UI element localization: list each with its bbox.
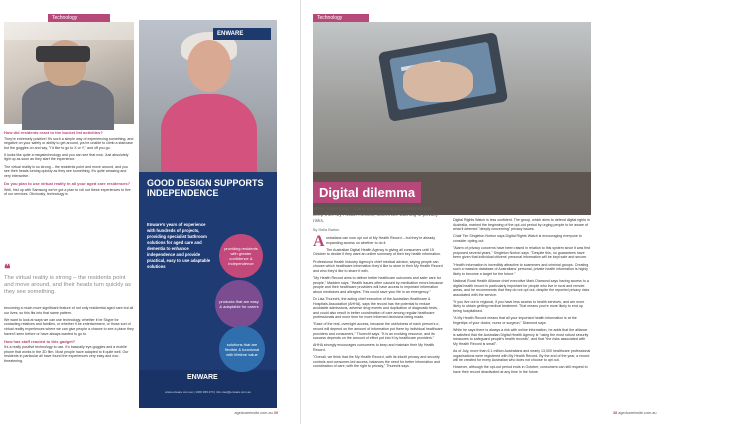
paragraph: It's a really positive technology to use. It's basically eye-goggles and a mobile phone that works in the 3D film. Most people have adapted to it quite well. Our residents in particular all have found the experiences very easy and non-threatening.	[4, 345, 129, 364]
paragraph: While he says there is always a risk with online information, he adds that the alliance is satisfied that the Australian Digital Health Agency is "using the most robust security measures to safeguard people's health records", and that "the risks associated with My Health Record is small".	[453, 328, 589, 346]
question-heading: How did residents react to the bucket list activities?	[4, 130, 103, 135]
section-tab: Technology	[313, 14, 369, 23]
footer-url: agedcareinsite.com.au	[618, 411, 657, 415]
question-heading: How has staff reacted to this gadget?	[4, 338, 76, 344]
article-column	[4, 128, 134, 199]
drop-cap: A	[313, 233, 325, 250]
paragraph: The virtual reality is so strong – the residents point and move around, and you see their heads turning quickly as they see something. It's quite amazing and very interactive.	[4, 164, 128, 178]
paragraph: National Rural Health Alliance chief executive Mark Diamond says having access to a digital health record is particularly important for people who live in rural and remote areas, and he recommends that they do not opt out, despite the reported privacy risks associated with the service.	[453, 278, 590, 297]
paragraph: "If you live out in regional, if you have less access to health services, and are more likely to obtain getting medical treatment. That means you're more likely to end up being hospitalised.	[453, 299, 585, 314]
pull-quote-text: The virtual reality is strong – the residents point and move around, and their heads turn quickly as they see something.	[4, 275, 131, 295]
paragraph: Dr Lisa Thurecht, the acting chief executive of the Australian Healthcare & Hospitals Association (AHHA), says the record has the potential to reduce avoidable admissions, adverse drug events and duplication of diagnostic tests, and could also result in better coordination of care among regular healthcare professionals and more time for more informed decisions being made.	[313, 296, 438, 320]
article-title: Digital dilemma	[313, 182, 421, 203]
page-footer	[150, 411, 278, 415]
page-number: 39	[273, 411, 278, 415]
ad-contact-line[interactable]: www.enware.com.au | 1300 369 273 | info-nsw@enware.com.au	[165, 390, 251, 394]
question-heading: Do you plan to use virtual reality in all your aged care residences?	[4, 181, 131, 187]
paragraph: "A My Health Record means that all your important health information is at the fingertips of your doctor, nurse or surgeon," Diamond says.	[453, 316, 577, 325]
ad-photo	[139, 20, 277, 172]
pull-quote	[4, 262, 134, 296]
byline: By Della Barton	[313, 228, 340, 232]
ad-bubble: providing residents with greater confidence & independence	[219, 234, 263, 278]
article-column	[4, 306, 134, 366]
paragraph: It looks like quite a megatechnology and you can see that now. Just absolutely light up as soon as they start the experience.	[4, 152, 129, 162]
paragraph: Professional Health Industry Agency's chief medical advisor, saying people can choose which healthcare information they'd like to store in their My Health Record and who they'd like to share it with.	[313, 259, 443, 273]
article-column	[453, 218, 591, 377]
paragraph: We want to look at ways we can use technology, whether it be Skype for contacting relatives and families, or whether it be entertainment, or those sort of virtual reality experiences where we can give people a chance to see a place they haven't seen before or have always wanted to go to.	[4, 317, 134, 336]
ad-bubble: products that are easy & adaptable for carers	[215, 280, 263, 328]
paragraph: "Overall, we think that the My Health Record, with its inbuilt privacy and security controls and consumer-led access, balances the need for better information and coordination of care, with the right to privacy," Thurecht says.	[313, 355, 441, 369]
page-footer	[613, 411, 743, 415]
paragraph: Chair Tim Singleton Norton says Digital Rights Watch is encouraging everyone to consider opting out.	[453, 234, 582, 243]
article-column	[313, 233, 444, 372]
paragraph: The Australian Digital Health Agency is giving all consumers until 15 October to decide if they want an online summary of their key health information.	[313, 247, 442, 257]
paragraph: "Health information is incredibly attractive to scammers and criminal groups. Creating such a massive database of Australians' personal, private health information is highly likely to become a target for the future."	[453, 262, 589, 276]
left-page	[0, 0, 300, 424]
ad-footer-logo: ENWARE	[187, 374, 218, 381]
paragraph: "My Health Record aims to deliver better healthcare outcomes and safer care for people," Madden says. "Health issues often caused by medication errors because people and their healthcare providers will have access to important information about medicines and allergies. This could save your life in an emergency."	[313, 275, 444, 294]
section-tab: Technology	[48, 14, 110, 23]
ad-headline: GOOD DESIGN SUPPORTS INDEPENDENCE	[147, 178, 264, 198]
paragraph: However, although the opt-out period ends in October, consumers can still request to have their record deactivated at any time in the future.	[453, 365, 588, 374]
paragraph: They're extremely positive! It's such a simple way of experiencing something, and negative on your safety or ability to get around, you're unable to climb a staircase but the goggles on and say, "I'd like to go to X or Y," and off you go.	[4, 136, 134, 150]
paragraph: Well, first up with Samsung we've got a plan to roll out these experiences to five of our services. Obviously, technology is	[4, 187, 131, 197]
enware-advertisement[interactable]	[139, 20, 277, 408]
paragraph: AHHA strongly encourages consumers to keep and maintain their My Health Record.	[313, 343, 435, 353]
page-number: 38	[613, 411, 618, 415]
paragraph: "Ease of the real, overnight access, because the usefulness of each person's e-record will depend on the amount of information put there by individual healthcare providers and consumers," Thurecht says. "It is an evolving resource, and its success depends on the amount of effort put into it by healthcare providers."	[313, 322, 443, 341]
paragraph: Australians can now opt out of My Health Record – but they're already expanding access on whether to do it.	[313, 233, 436, 250]
right-page	[300, 0, 657, 424]
paragraph: "Alarm of privacy concerns have been raised in relation to this system since it was first proposed several years," Singleton Norton says. "Despite this, no guarantees have been given that individual citizens' personal information will be kept safe and secure.	[453, 246, 591, 260]
paragraph: Digital Rights Watch is less confident. The group, which aims to defend digital rights in Australia, marked the beginning of the opt-out period by urging people to be aware of what it deemed "deeply concerning" privacy issues.	[453, 218, 590, 232]
footer-url: agedcareinsite.com.au	[234, 411, 273, 415]
standfirst: While some peak bodies are encouraging consumers to keep their My Health Record, others are warning of privacy risks.	[313, 207, 439, 224]
ad-logo: ENWARE	[213, 28, 271, 40]
paragraph: becoming a much more significant feature of not only residential aged care but all our lives, so this fits into that same pattern.	[4, 306, 134, 315]
ad-body-text: Enware's years of experience with hundreds of projects, providing specialist bathroom solutions for aged care and dementia to enhance independence and provide practical, easy to use adaptable solutions	[147, 222, 211, 269]
quote-mark-icon: ❝	[4, 262, 11, 276]
vr-goggles-photo	[4, 22, 134, 124]
paragraph: As of July, more than 6.1 million Australians and nearly 13,000 healthcare professional organisations were registered with My Health Record. By the end of the year, a record will be created for every Australian who does not choose to opt out.	[453, 349, 591, 363]
ad-bubble: solutions that are flexible & functional with lifetime value	[219, 326, 265, 372]
